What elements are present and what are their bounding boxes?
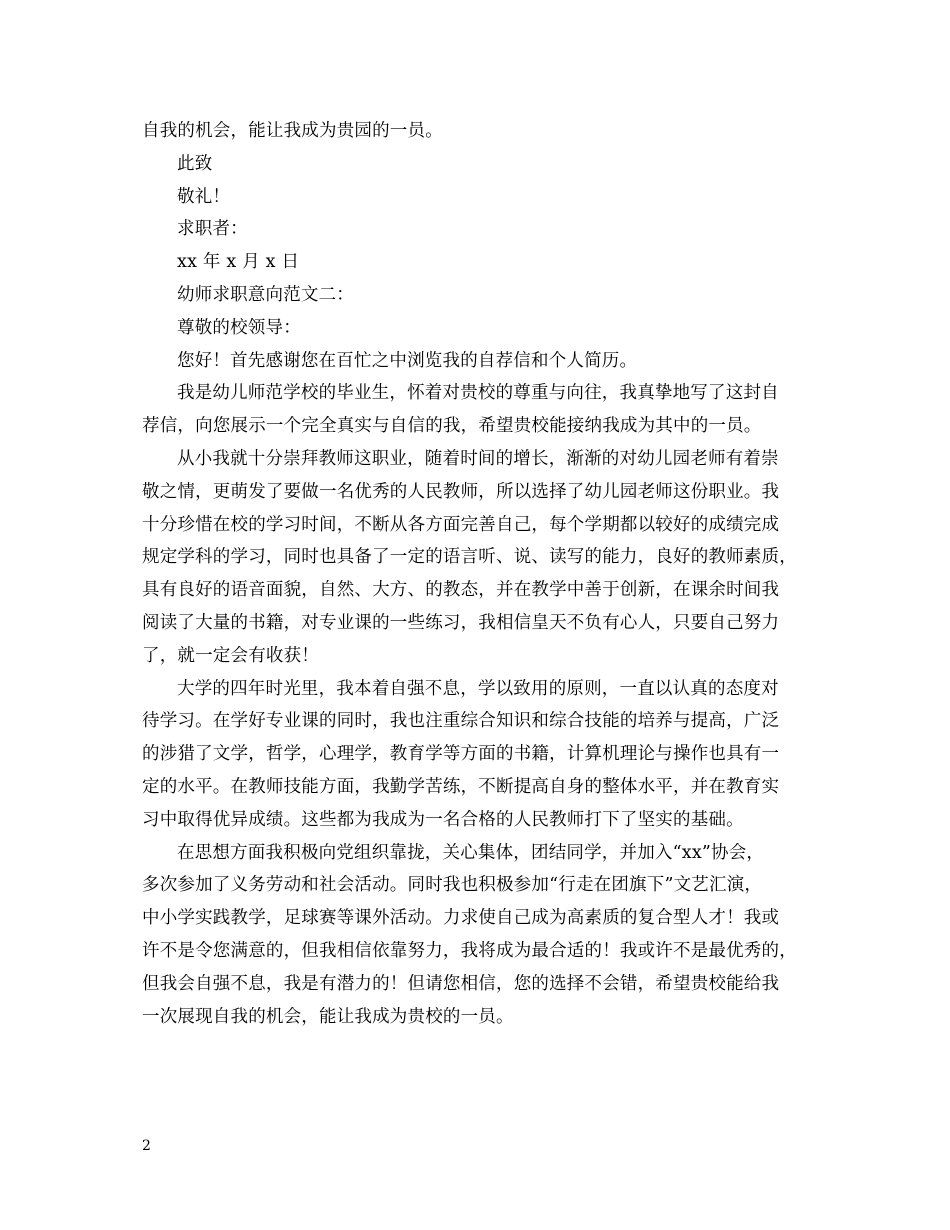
text-line: 具有良好的语音面貌，自然、大方、的教态，并在教学中善于创新，在课余时间我	[142, 580, 780, 601]
text-line: 阅读了大量的书籍，对专业课的一些练习，我相信皇天不负有心人，只要自己努力	[142, 612, 780, 633]
text-line: 您好！首先感谢您在百忙之中浏览我的自荐信和个人简历。	[177, 350, 638, 371]
text-line: 尊敬的校领导：	[177, 317, 301, 338]
text-line: 的涉猎了文学，哲学，心理学，教育学等方面的书籍，计算机理论与操作也具有一	[142, 744, 780, 765]
text-line: 敬之情，更萌发了要做一名优秀的人民教师，所以选择了幼儿园老师这份职业。我	[142, 481, 780, 502]
text-line: 自我的机会，能让我成为贵园的一员。	[142, 121, 443, 141]
text-line: 一次展现自我的机会，能让我成为贵校的一员。	[142, 1006, 514, 1027]
page-number: 2	[142, 1138, 151, 1154]
text-line: 但我会自强不息，我是有潜力的！但请您相信，您的选择不会错，希望贵校能给我	[142, 973, 780, 994]
text-line: 我是幼儿师范学校的毕业生，怀着对贵校的尊重与向往，我真挚地写了这封自	[177, 383, 779, 404]
text-line: 定的水平。在教师技能方面，我勤学苦练，不断提高自身的整体水平，并在教育实	[142, 776, 780, 797]
document-body	[142, 115, 822, 1033]
text-line: 十分珍惜在校的学习时间，不断从各方面完善自己，每个学期都以较好的成绩完成	[142, 514, 780, 535]
text-line: 中小学实践教学，足球赛等课外活动。力求使自己成为高素质的复合型人才！我或	[142, 908, 780, 929]
text-line: 求职者：	[177, 219, 248, 240]
text-line: 习中取得优异成绩。这些都为我成为一名合格的人民教师打下了坚实的基础。	[142, 809, 744, 830]
text-line: 幼师求职意向范文二：	[177, 284, 354, 305]
text-line: xx 年 x 月 x 日	[177, 252, 300, 273]
text-line: 大学的四年时光里，我本着自强不息，学以致用的原则，一直以认真的态度对	[177, 678, 779, 699]
text-line: 待学习。在学好专业课的同时，我也注重综合知识和综合技能的培养与提高，广泛	[142, 711, 780, 732]
text-line: 许不是令您满意的，但我相信依靠努力，我将成为最合适的！我或许不是最优秀的，	[142, 940, 797, 961]
text-line: 规定学科的学习，同时也具备了一定的语言听、说、读写的能力，良好的教师素质，	[142, 547, 797, 568]
text-line: 荐信，向您展示一个完全真实与自信的我，希望贵校能接纳我成为其中的一员。	[142, 416, 762, 437]
text-line: 了，就一定会有收获！	[142, 645, 319, 666]
text-line: 此致	[177, 153, 213, 174]
text-line: 敬礼！	[177, 186, 231, 207]
text-line: 在思想方面我积极向党组织靠拢，关心集体，团结同学，并加入“xx”协会，	[177, 842, 765, 863]
text-line: 从小我就十分崇拜教师这职业，随着时间的增长，渐渐的对幼儿园老师有着崇	[177, 448, 779, 469]
text-line: 多次参加了义务劳动和社会活动。同时我也积极参加“行走在团旗下”文艺汇演，	[142, 875, 763, 896]
